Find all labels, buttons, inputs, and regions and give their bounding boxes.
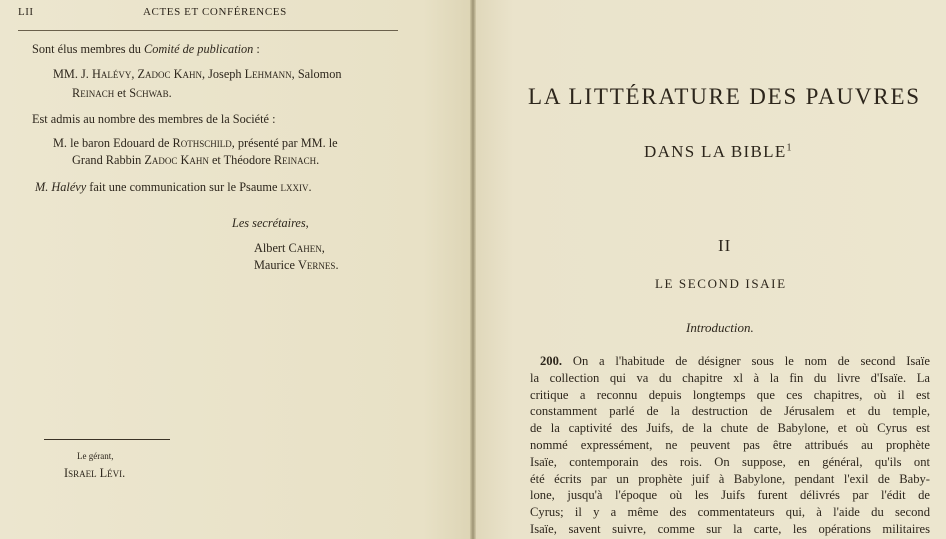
presenters-line: Grand Rabbin Zadoc Kahn et Théodore Reinach. bbox=[72, 153, 320, 167]
gerant-name: Israel Lévi. bbox=[64, 466, 126, 480]
body-line: lone, jusqu'à l'époque où les Juifs furent délivrés par l'édit de bbox=[530, 488, 930, 503]
body-line: constamment parlé de la destruction de Jérusalem et du temple, bbox=[530, 404, 930, 419]
body-line: été écrits par un prophète juif à Babylone, pendant l'exil de Baby- bbox=[530, 471, 930, 486]
comite-publication: Comité de publication bbox=[144, 42, 254, 56]
members-names-line-2: Reinach et Schwab. bbox=[72, 86, 172, 100]
secretary-cahen: Albert Cahen, bbox=[254, 241, 325, 255]
section-numeral: II bbox=[718, 236, 732, 255]
body-line: la collection qui va du chapitre xl à la fin du livre d'Isaïe. La bbox=[530, 370, 930, 385]
members-names-line-1: MM. J. Halévy, Zadoc Kahn, Joseph Lehmann, Salomon bbox=[53, 67, 342, 81]
section-title: LE SECOND ISAIE bbox=[655, 276, 787, 291]
gerant-label: Le gérant, bbox=[77, 451, 114, 461]
header-rule bbox=[18, 30, 398, 31]
running-head: ACTES ET CONFÉRENCES bbox=[143, 6, 287, 18]
article-subtitle: DANS LA BIBLE$^1$ bbox=[644, 142, 793, 161]
article-title: LA LITTÉRATURE DES PAUVRES bbox=[528, 84, 921, 109]
secretaires-label: Les secrétaires, bbox=[232, 216, 309, 230]
body-line: Isaïe, savent suivre, comme sur la carte, les opérations militaires bbox=[530, 521, 930, 536]
body-line: Isaïe, contemporain des rois. On suppose, en général, qu'ils ont bbox=[530, 454, 930, 469]
body-line: nommé expressément, ne peuvent pas être attribués au prophète bbox=[530, 437, 930, 452]
body-line: Cyrus; il y a même des commentateurs qui, à l'aide du second bbox=[530, 505, 930, 520]
paragraph-number: 200. bbox=[540, 354, 563, 368]
body-paragraph bbox=[530, 353, 930, 538]
body-line: de la captivité des Juifs, de la chute de Babylone, et où Cyrus est bbox=[530, 421, 930, 436]
body-line: critique a reconnu depuis longtemps que ces chapitres, où il est bbox=[530, 387, 930, 402]
elected-members-line: Sont élus membres du Comité de publication : bbox=[32, 42, 260, 56]
rothschild-line: M. le baron Edouard de Rothschild, présenté par MM. le bbox=[53, 136, 338, 150]
communication-line: M. Halévy fait une communication sur le Psaume lxxiv. bbox=[35, 180, 312, 194]
gerant-rule bbox=[44, 439, 170, 440]
secretary-vernes: Maurice Vernes. bbox=[254, 258, 339, 272]
admitted-line: Est admis au nombre des membres de la Société : bbox=[32, 112, 276, 126]
introduction-heading: Introduction. bbox=[686, 320, 754, 335]
footnote-marker: 1 bbox=[786, 142, 793, 154]
page-folio: LII bbox=[18, 6, 34, 18]
body-line-first: 200. On a l'habitude de désigner sous le nom de second Isaïe bbox=[540, 354, 930, 368]
